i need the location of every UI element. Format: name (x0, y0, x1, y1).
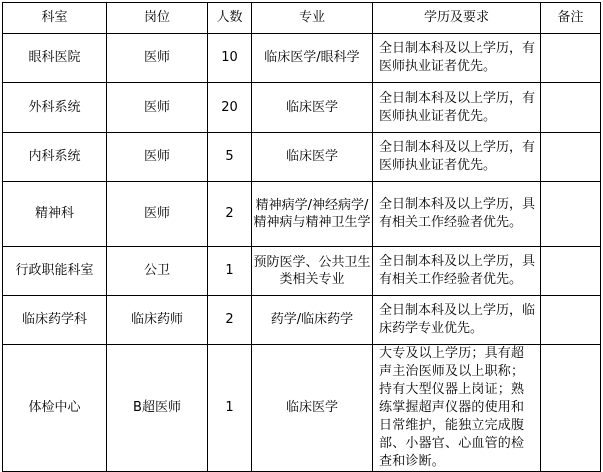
cell-count: 20 (208, 83, 252, 133)
cell-requirements: 全日制本科及以上学历，具有相关工作经验者优先。 (373, 182, 541, 247)
header-position: 岗位 (107, 3, 208, 34)
cell-requirements: 全日制本科及以上学历，有医师执业证者优先。 (373, 34, 541, 83)
cell-remarks (541, 133, 601, 182)
cell-count: 10 (208, 34, 252, 83)
cell-major: 预防医学、公共卫生类相关专业 (252, 247, 373, 296)
table-row (3, 83, 601, 133)
cell-count: 5 (208, 133, 252, 182)
cell-position: 临床药师 (107, 296, 208, 345)
cell-requirements: 全日制本科及以上学历，有医师执业证者优先。 (373, 133, 541, 182)
table-row (3, 182, 601, 247)
cell-requirements: 全日制本科及以上学历，具有相关工作经验者优先。 (373, 247, 541, 296)
cell-count: 1 (208, 247, 252, 296)
table-row (3, 345, 601, 472)
cell-dept: 精神科 (3, 182, 107, 247)
header-major: 专业 (252, 3, 373, 34)
header-requirements: 学历及要求 (373, 3, 541, 34)
cell-position: 医师 (107, 83, 208, 133)
cell-remarks (541, 182, 601, 247)
header-row (3, 3, 601, 34)
cell-dept: 临床药学科 (3, 296, 107, 345)
cell-position: B超医师 (107, 345, 208, 472)
cell-major: 临床医学 (252, 83, 373, 133)
table-row (3, 247, 601, 296)
cell-requirements: 大专及以上学历；具有超声主治医师及以上职称；持有大型仪器上岗证；熟练掌握超声仪器的使用和日常维护，能独立完成腹部、小器官、心血管的检查和诊断。 (373, 345, 541, 472)
cell-position: 医师 (107, 133, 208, 182)
header-count: 人数 (208, 3, 252, 34)
cell-position: 医师 (107, 34, 208, 83)
header-dept: 科室 (3, 3, 107, 34)
recruitment-table (2, 2, 601, 472)
cell-remarks (541, 345, 601, 472)
header-remarks: 备注 (541, 3, 601, 34)
cell-major: 药学/临床药学 (252, 296, 373, 345)
cell-major: 临床医学 (252, 345, 373, 472)
cell-dept: 外科系统 (3, 83, 107, 133)
cell-major: 临床医学/眼科学 (252, 34, 373, 83)
cell-requirements: 全日制本科及以上学历，有医师执业证者优先。 (373, 83, 541, 133)
cell-remarks (541, 34, 601, 83)
cell-dept: 内科系统 (3, 133, 107, 182)
cell-position: 公卫 (107, 247, 208, 296)
cell-remarks (541, 296, 601, 345)
cell-dept: 行政职能科室 (3, 247, 107, 296)
cell-dept: 体检中心 (3, 345, 107, 472)
cell-count: 2 (208, 182, 252, 247)
cell-position: 医师 (107, 182, 208, 247)
table-row (3, 296, 601, 345)
cell-major: 临床医学 (252, 133, 373, 182)
cell-major: 精神病学/神经病学/精神病与精神卫生学 (252, 182, 373, 247)
table-row (3, 133, 601, 182)
cell-remarks (541, 83, 601, 133)
cell-requirements: 全日制本科及以上学历，临床药学专业优先。 (373, 296, 541, 345)
table-row (3, 34, 601, 83)
cell-count: 2 (208, 296, 252, 345)
cell-dept: 眼科医院 (3, 34, 107, 83)
cell-remarks (541, 247, 601, 296)
cell-count: 1 (208, 345, 252, 472)
